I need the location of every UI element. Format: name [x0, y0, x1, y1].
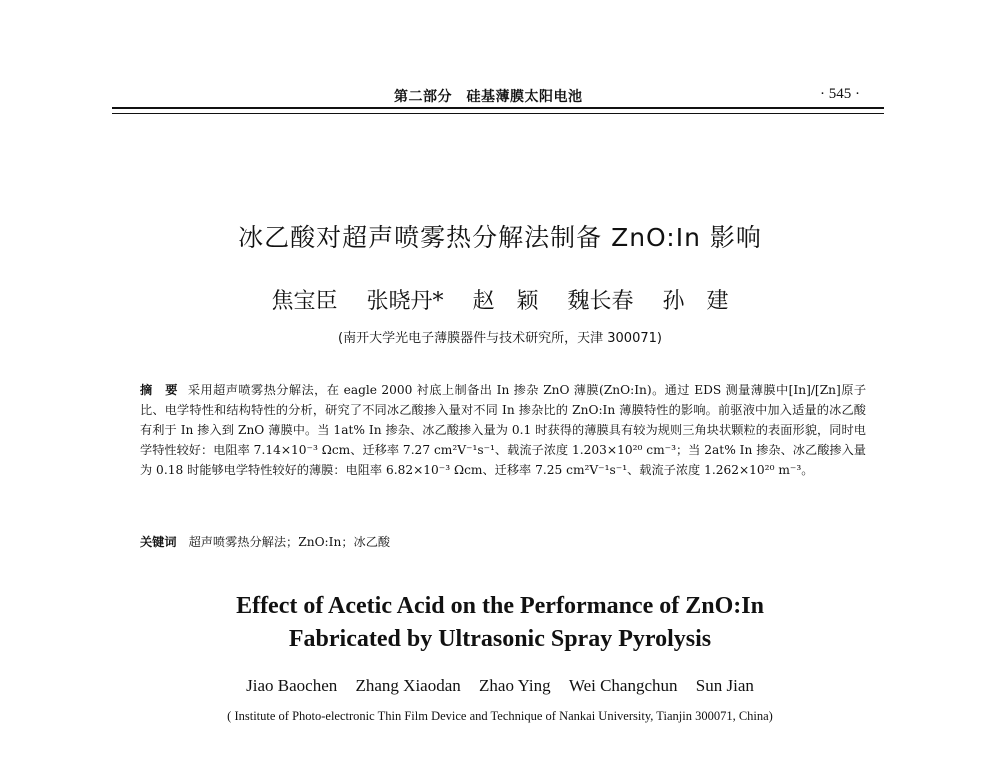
chinese-keywords: [140, 533, 866, 550]
english-title-line-1: Effect of Acetic Acid on the Performance of ZnO:In: [236, 593, 764, 619]
english-author: Wei Changchun: [568, 676, 678, 695]
chinese-affiliation: (南开大学光电子薄膜器件与技术研究所，天津 300071): [338, 331, 662, 346]
english-title: [0, 590, 1000, 656]
abstract-label: 摘 要: [140, 383, 178, 397]
english-authors: [0, 676, 1000, 696]
abstract-text: 采用超声喷雾热分解法，在 eagle 2000 衬底上制备出 In 掺杂 ZnO 薄膜(ZnO:In)。通过 EDS 测量薄膜中[In]/[Zn]原子比、电学特性和结构特性的分析，研究了不同冰乙酸掺入量对不同 In 掺杂比的 ZnO:In 薄膜特性的影响。前驱液中加入适量的冰乙酸有利于 In 掺入到 ZnO 薄膜中。当 1at% In 掺杂、冰乙酸掺入量为 0.1 时获得的薄膜具有较为规则三角块状颗粒的表面形貌，同时电学特性较好：电阻率 7.14×10⁻³ Ωcm、迁移率 7.27 cm²V⁻¹s⁻¹、载流子浓度 1.203×10²⁰ cm⁻³；当 2at% In 掺杂、冰乙酸掺入量为 0.18 时能够电学特性较好的薄膜：电阻率 6.82×10⁻³ Ωcm、迁移率 7.25 cm²V⁻¹s⁻¹、载流子浓度 1.262×10²⁰ m⁻³。: [140, 383, 867, 477]
chinese-authors: [0, 284, 1000, 315]
chinese-author: 焦宝臣: [271, 289, 338, 314]
english-author: Zhang Xiaodan: [355, 676, 461, 695]
keywords-label: 关键词: [140, 535, 177, 549]
page-number: · 545 ·: [820, 86, 860, 102]
header-rule-thin: [112, 113, 884, 114]
section-title: 第二部分 硅基薄膜太阳电池: [394, 89, 583, 105]
english-title-line-2: Fabricated by Ultrasonic Spray Pyrolysis: [288, 626, 712, 652]
chinese-author: 魏长春: [567, 289, 634, 314]
header-rule-thick: [112, 107, 884, 109]
chinese-author: 赵 颖: [472, 289, 539, 314]
chinese-author: 孙 建: [662, 289, 729, 314]
english-author: Sun Jian: [695, 676, 754, 695]
english-author: Jiao Baochen: [246, 676, 338, 695]
english-author: Zhao Ying: [479, 676, 551, 695]
keywords-text: 超声喷雾热分解法；ZnO:In；冰乙酸: [188, 535, 391, 549]
chinese-author: 张晓丹*: [366, 289, 444, 314]
english-affiliation: ( Institute of Photo-electronic Thin Film Device and Technique of Nankai University, Tianjin 300071, China): [227, 709, 773, 723]
chinese-title: 冰乙酸对超声喷雾热分解法制备 ZnO:In 影响: [238, 223, 762, 252]
running-header: [0, 86, 1000, 108]
chinese-abstract: [140, 380, 866, 480]
